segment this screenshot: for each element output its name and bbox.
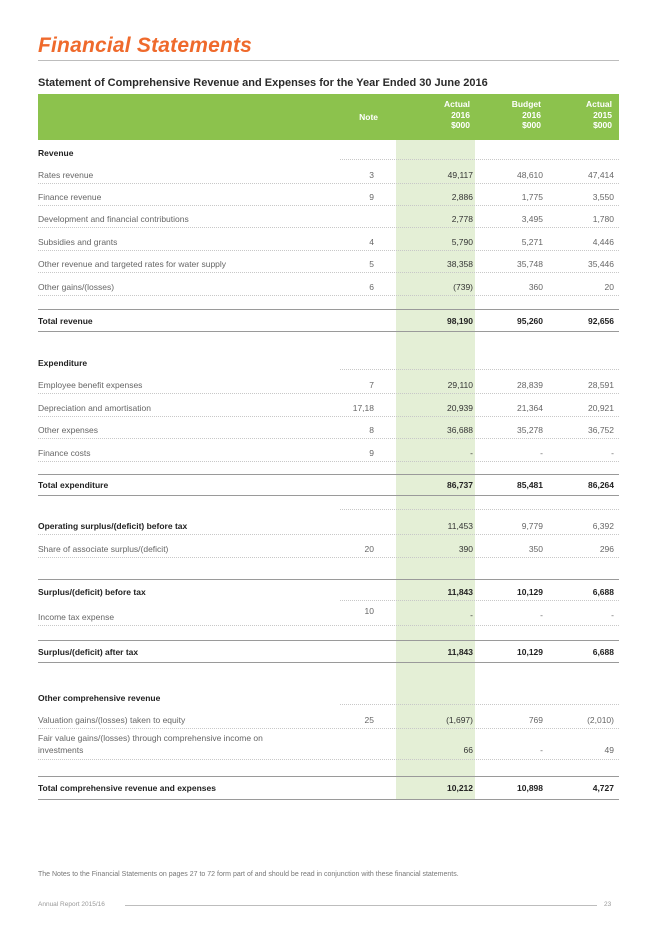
revenue-heading: Revenue xyxy=(38,148,74,158)
header-note: Note xyxy=(359,112,378,122)
footer-report-name: Annual Report 2015/16 xyxy=(38,901,105,908)
header-actual-2016: Actual 2016 $000 xyxy=(444,99,470,130)
table-header xyxy=(38,94,619,140)
page-number: 23 xyxy=(604,901,612,908)
statement-title: Statement of Comprehensive Revenue and Expenses for the Year Ended 30 June 2016 xyxy=(38,77,488,89)
header-budget-2016: Budget 2016 $000 xyxy=(511,99,541,130)
header-actual-2015: Actual 2015 $000 xyxy=(586,99,612,130)
expenditure-heading: Expenditure xyxy=(38,358,88,368)
ocr-heading: Other comprehensive revenue xyxy=(38,693,161,703)
title-divider xyxy=(38,60,619,61)
footer-divider xyxy=(125,905,597,906)
page-title: Financial Statements xyxy=(38,34,253,57)
footnote: The Notes to the Financial Statements on pages 27 to 72 form part of and should be read in conjunction with these financial statements. xyxy=(38,871,459,878)
